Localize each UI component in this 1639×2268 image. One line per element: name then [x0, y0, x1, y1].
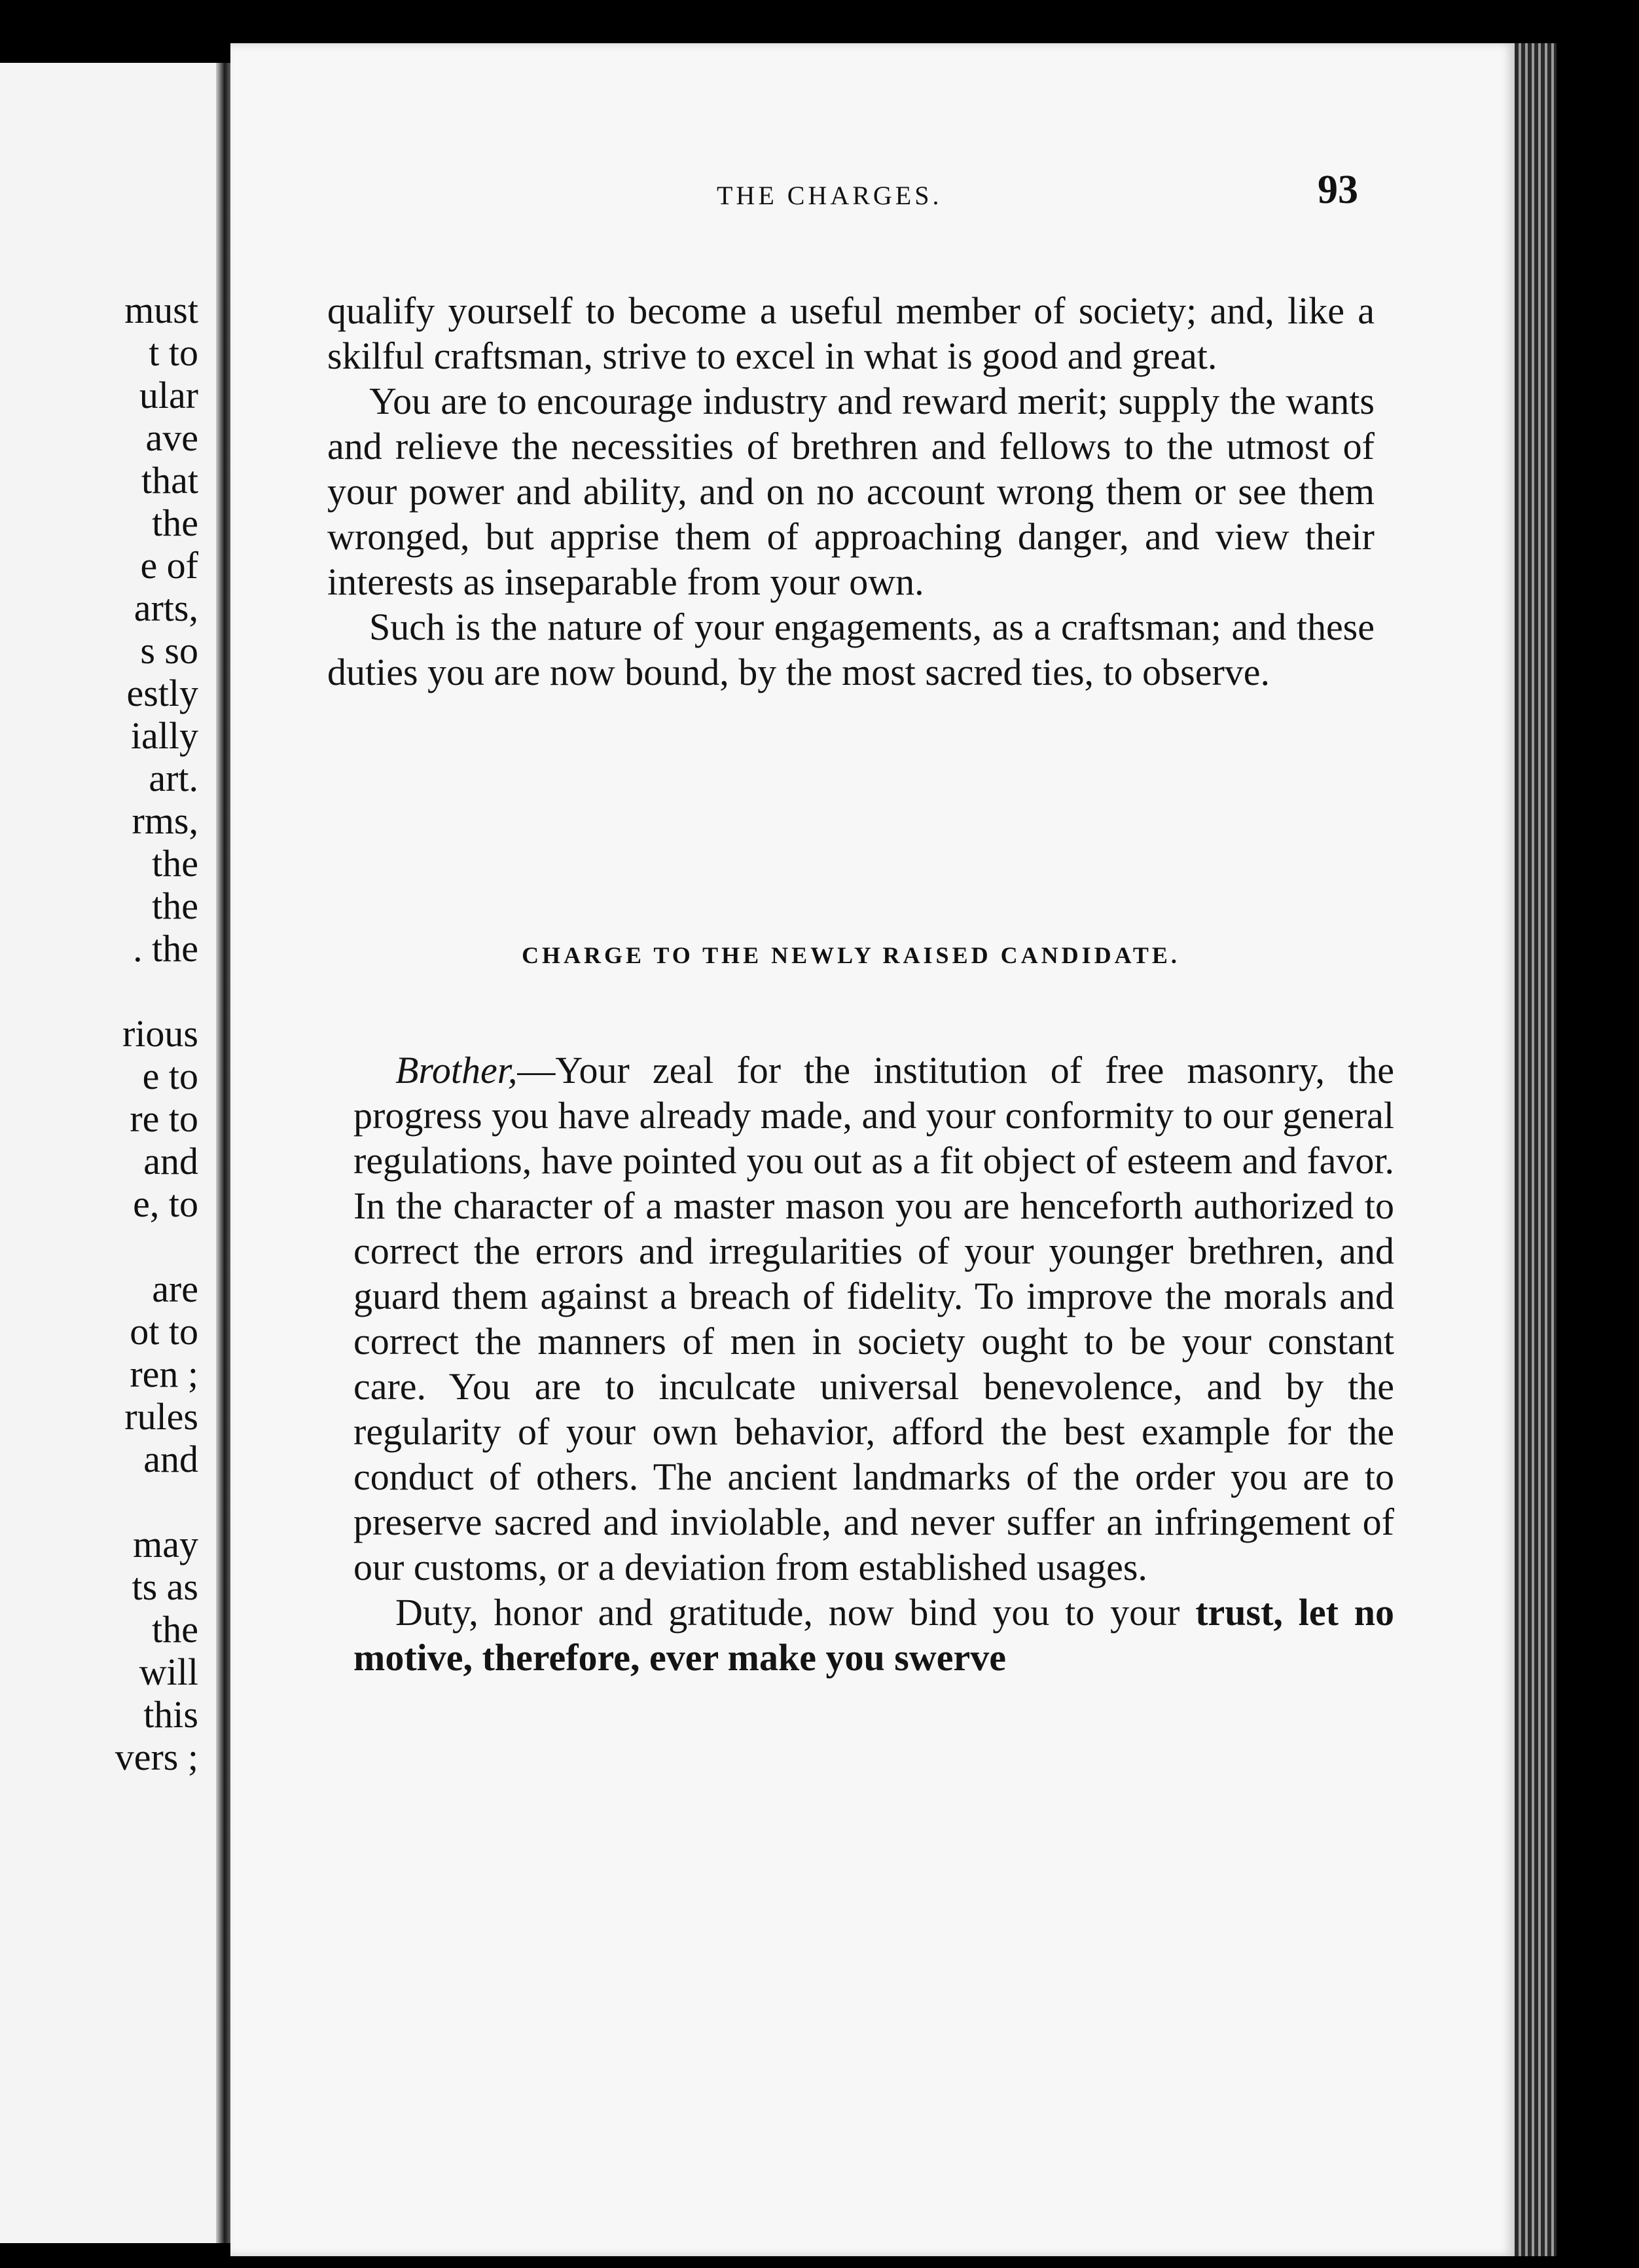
paragraph-duty-honor	[353, 1590, 1394, 1680]
left-page-line: estly	[126, 672, 198, 714]
left-page-line: ot to	[130, 1310, 198, 1353]
body-text-charge	[353, 1048, 1394, 1680]
running-head	[475, 167, 1358, 226]
left-page-line: rms,	[132, 799, 198, 842]
left-page-line: ially	[130, 714, 198, 757]
book-gutter	[216, 63, 232, 2243]
left-page-line: s so	[140, 629, 198, 672]
left-page-line: may	[133, 1523, 198, 1565]
left-page-line: e of	[140, 544, 198, 587]
left-page-line: will	[139, 1651, 198, 1693]
left-page-line: must	[124, 289, 198, 331]
left-page-line: the	[152, 1608, 198, 1651]
left-page-line: art.	[149, 757, 198, 799]
page-number: 93	[1318, 168, 1358, 212]
paragraph-continuation: qualify yourself to become a useful member of society; and, like a skilful craftsman, strive to excel in what is good and great.	[327, 289, 1375, 377]
left-page-line: are	[152, 1268, 198, 1310]
running-title: THE CHARGES.	[717, 181, 943, 210]
duty-line: Duty, honor and gratitude, now bind you to your	[395, 1591, 1180, 1634]
left-page-line: and	[143, 1140, 198, 1182]
body-text-top	[327, 288, 1375, 695]
left-page-line: rious	[122, 1012, 198, 1055]
left-facing-page	[0, 63, 226, 2243]
left-page-line: ren ;	[130, 1353, 198, 1395]
left-page-line: the	[152, 502, 198, 544]
lead-word-brother: Brother,	[395, 1049, 518, 1091]
left-page-line: vers ;	[115, 1736, 198, 1778]
left-page-line: e, to	[133, 1182, 198, 1225]
paragraph-nature-of-engagements: Such is the nature of your engagements, as a craftsman; and these duties you are now bound, by the most sacred ties, to observe.	[327, 606, 1375, 693]
left-page-line: that	[141, 459, 198, 502]
left-page-line: the	[152, 885, 198, 927]
left-page-line: re to	[130, 1097, 198, 1140]
page-edges	[1515, 43, 1557, 2256]
left-page-line: and	[143, 1438, 198, 1480]
left-page-line: ave	[145, 416, 198, 459]
left-page-line: ts as	[132, 1565, 198, 1608]
left-page-line: e to	[142, 1055, 198, 1097]
left-page-line: . the	[133, 927, 198, 970]
left-page-line: rules	[124, 1395, 198, 1438]
left-page-line: this	[143, 1693, 198, 1736]
left-page-line: the	[152, 842, 198, 885]
left-page-line: ular	[139, 374, 198, 416]
left-page-line: t to	[149, 331, 198, 374]
paragraph-charge	[353, 1048, 1394, 1590]
trust-line: trust, let no motive, therefore, ever make you swerve	[353, 1591, 1394, 1679]
charge-text: —Your zeal for the institution of free masonry, the progress you have already made, and your conformity to our general regulations, have pointed you out as a fit object of esteem and favor. In the character of a master mason you are henceforth authorized to correct the errors and irregularities of your younger brethren, and guard them against a breach of fidelity. To improve the morals and correct the manners of men in society ought to be your constant care. You are to inculcate universal benevolence, and by the regularity of your own behavior, afford the best example for the conduct of others. The ancient landmarks of the order you are to preserve sacred and inviolable, and never suffer an infringement of our customs, or a deviation from established usages.	[353, 1049, 1394, 1588]
left-page-line: arts,	[134, 587, 198, 629]
paragraph-encourage-industry: You are to encourage industry and reward merit; supply the wants and relieve the necessities of brethren and fellows to the utmost of your power and ability, and on no account wrong them or see them wronged, but apprise them of approaching danger, and view their interests as inseparable from your own.	[327, 380, 1375, 603]
section-heading: CHARGE TO THE NEWLY RAISED CANDIDATE.	[522, 942, 1180, 968]
